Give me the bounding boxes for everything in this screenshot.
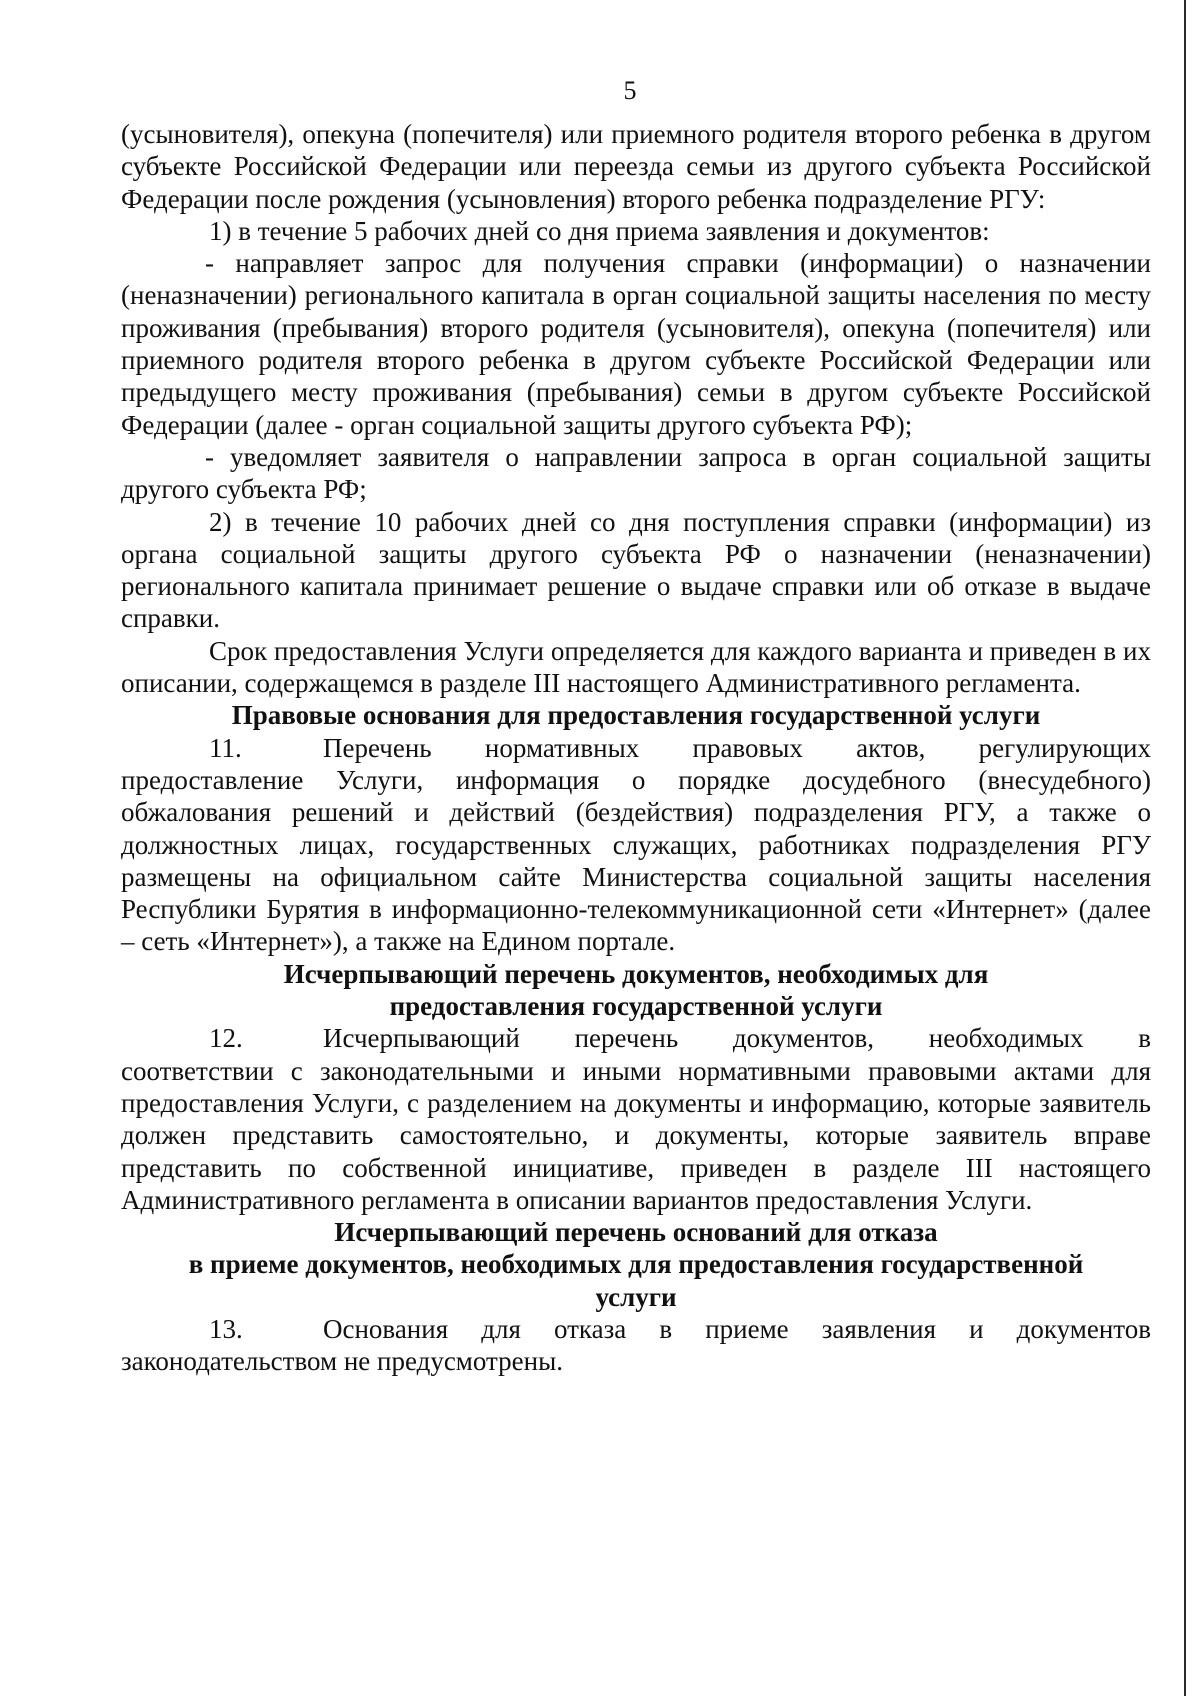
clause-number: 11. xyxy=(209,732,242,763)
numbered-clause-13 xyxy=(121,1313,1151,1345)
section-heading-line: Исчерпывающий перечень документов, необходимых для xyxy=(283,958,989,989)
clause-text: предоставление Услуги, информация о порядке досудебного (внесудебного) обжалования решений и действий (бездействия) подразделения РГУ, а также о должностных лицах, государственных служащих, работниках подразделения РГУ размещены на официальном сайте Министерства социальной защиты населения Республики Бурятия в информационно-телекоммуникационной сети «Интернет» (далее – сеть «Интернет»), а также на Едином портале. xyxy=(121,764,1151,957)
clause-first-line: Основания для отказа в приеме заявления и документов xyxy=(323,1313,1151,1344)
section-heading-line: Исчерпывающий перечень оснований для отказа xyxy=(334,1217,938,1248)
paragraph-bullet: - уведомляет заявителя о направлении запроса в орган социальной защиты другого субъекта РФ; xyxy=(121,441,1151,505)
clause-text: законодательством не предусмотрены. xyxy=(121,1346,563,1377)
document-body xyxy=(121,118,1151,1378)
paragraph-list-item: 2) в течение 10 рабочих дней со дня поступления справки (информации) из органа социальной защиты другого субъекта РФ о назначении (неназначении) регионального капитала принимает решение о выдаче справки или об отказе в выдаче справки. xyxy=(121,506,1151,634)
page-number: 5 xyxy=(623,76,637,105)
clause-number: 13. xyxy=(209,1313,243,1344)
clause-first-line: Исчерпывающий перечень документов, необходимых в xyxy=(323,1023,1151,1054)
clause-first-line: Перечень нормативных правовых актов, регулирующих xyxy=(323,732,1151,763)
page-edge-line xyxy=(1184,0,1186,1696)
numbered-clause-12 xyxy=(121,1022,1151,1054)
paragraph: Срок предоставления Услуги определяется для каждого варианта и приведен в их описании, содержащемся в разделе III настоящего Административного регламента. xyxy=(121,635,1151,699)
section-heading xyxy=(121,1216,1151,1313)
section-heading-line: предоставления государственной услуги xyxy=(389,991,883,1022)
clause-number: 12. xyxy=(209,1023,243,1054)
clause-text: соответствии с законодательными и иными нормативными правовыми актами для предоставления Услуги, с разделением на документы и информацию, которые заявитель должен представить самостоятельно, и документы, которые заявитель вправе представить по собственной инициативе, приведен в разделе III настоящего Административного регламента в описании вариантов предоставления Услуги. xyxy=(121,1055,1151,1215)
paragraph: (усыновителя), опекуна (попечителя) или приемного родителя второго ребенка в другом субъекте Российской Федерации или переезда семьи из другого субъекта Российской Федерации после рождения (усыновления) второго ребенка подразделение РГУ: xyxy=(121,119,1151,214)
section-heading-line: в приеме документов, необходимых для предоставления государственной xyxy=(188,1249,1084,1280)
section-heading-line: услуги xyxy=(595,1281,677,1312)
paragraph-list-item: 1) в течение 5 рабочих дней со дня приема заявления и документов: xyxy=(209,215,990,246)
section-heading xyxy=(121,958,1151,1023)
paragraph-bullet: - направляет запрос для получения справки (информации) о назначении (неназначении) регионального капитала в орган социальной защиты населения по месту проживания (пребывания) второго родителя (усыновителя), опекуна (попечителя) или приемного родителя второго ребенка в другом субъекте Российской Федерации или предыдущего месту проживания (пребывания) семьи в другом субъекте Российской Федерации (далее - орган социальной защиты другого субъекта РФ); xyxy=(121,248,1151,440)
numbered-clause-11 xyxy=(121,732,1151,764)
section-heading: Правовые основания для предоставления государственной услуги xyxy=(231,700,1041,731)
